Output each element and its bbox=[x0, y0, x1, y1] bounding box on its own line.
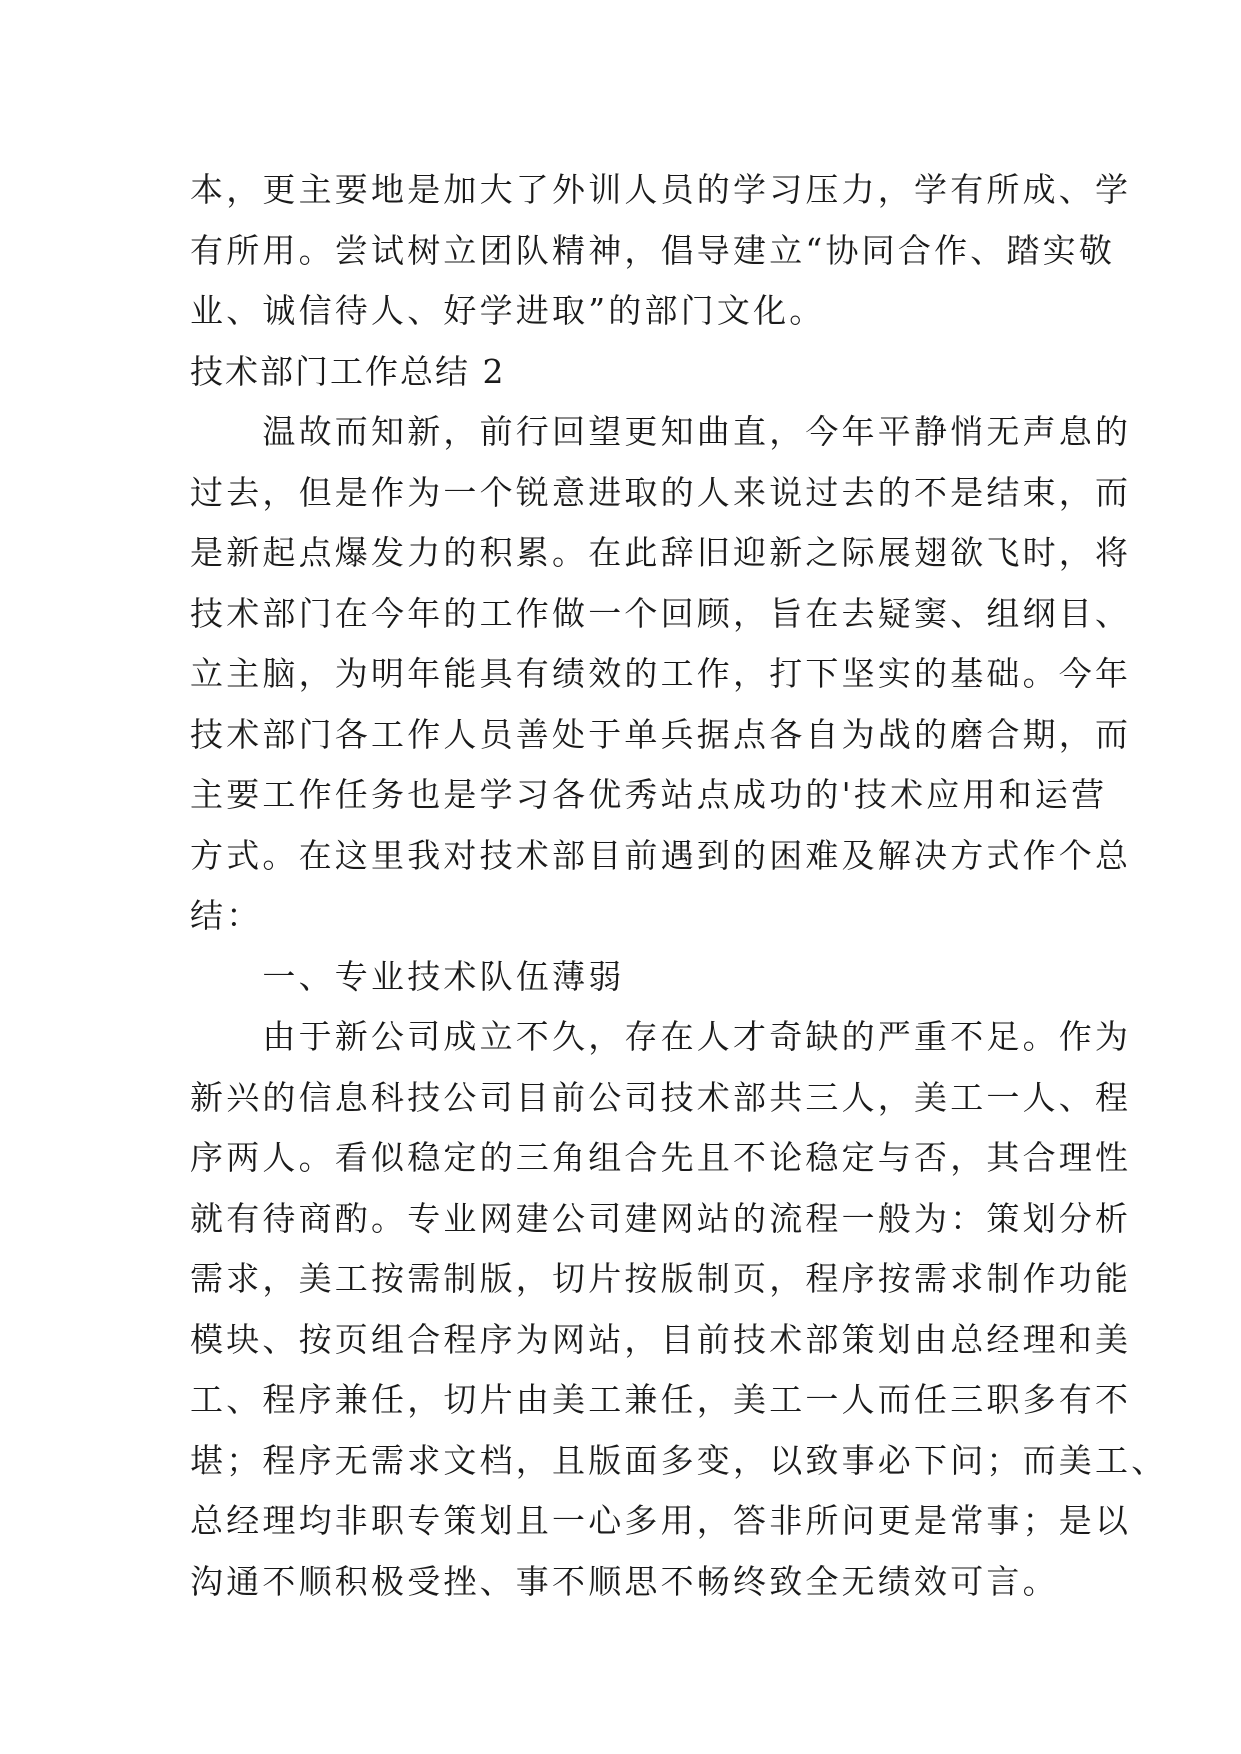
text-line: 模块、按页组合程序为网站，目前技术部策划由总经理和美 bbox=[190, 1319, 1132, 1359]
text-line: 方式。在这里我对技术部目前遇到的困难及解决方式作个总 bbox=[190, 835, 1132, 875]
text-line: 有所用。尝试树立团队精神，倡导建立“协同合作、踏实敬 bbox=[190, 230, 1116, 270]
text-line: 立主脑，为明年能具有绩效的工作，打下坚实的基础。今年 bbox=[190, 654, 1132, 693]
text-line: 工、程序兼任，切片由美工兼任，美工一人而任三职多有不 bbox=[190, 1380, 1132, 1419]
text-line: 总经理均非职专策划且一心多用，答非所问更是常事；是以 bbox=[190, 1501, 1132, 1540]
text-line: 技术部门各工作人员善处于单兵据点各自为战的磨合期，而 bbox=[190, 714, 1132, 754]
text-line: 需求，美工按需制版，切片按版制页，程序按需求制作功能 bbox=[190, 1259, 1132, 1298]
text-line: 主要工作任务也是学习各优秀站点成功的'技术应用和运营 bbox=[190, 775, 1108, 814]
text-line: 本，更主要地是加大了外训人员的学习压力，学有所成、学 bbox=[190, 170, 1132, 209]
text-line: 序两人。看似稳定的三角组合先且不论稳定与否，其合理性 bbox=[190, 1138, 1132, 1177]
text-line: 结： bbox=[190, 896, 263, 935]
text-line: 技术部门在今年的工作做一个回顾，旨在去疑窦、组纲目、 bbox=[190, 593, 1132, 633]
text-line: 由于新公司成立不久，存在人才奇缺的严重不足。作为 bbox=[190, 1017, 1132, 1056]
text-line: 新兴的信息科技公司目前公司技术部共三人，美工一人、程 bbox=[190, 1077, 1132, 1117]
text-line: 过去，但是作为一个锐意进取的人来说过去的不是结束，而 bbox=[190, 472, 1132, 512]
text-line: 沟通不顺积极受挫、事不顺思不畅终致全无绩效可言。 bbox=[190, 1561, 1059, 1601]
text-line: 是新起点爆发力的积累。在此辞旧迎新之际展翅欲飞时，将 bbox=[190, 533, 1132, 572]
document-body bbox=[190, 160, 1168, 1612]
text-line: 就有待商酌。专业网建公司建网站的流程一般为：策划分析 bbox=[190, 1198, 1132, 1238]
section-heading: 技术部门工作总结 2 bbox=[190, 351, 506, 391]
text-line: 温故而知新，前行回望更知曲直，今年平静悄无声息的 bbox=[190, 412, 1132, 451]
text-line: 业、诚信待人、好学进取”的部门文化。 bbox=[190, 291, 826, 330]
text-line: 堪；程序无需求文档，且版面多变，以致事必下问；而美工、 bbox=[190, 1440, 1168, 1480]
text-line: 一、专业技术队伍薄弱 bbox=[190, 956, 625, 996]
